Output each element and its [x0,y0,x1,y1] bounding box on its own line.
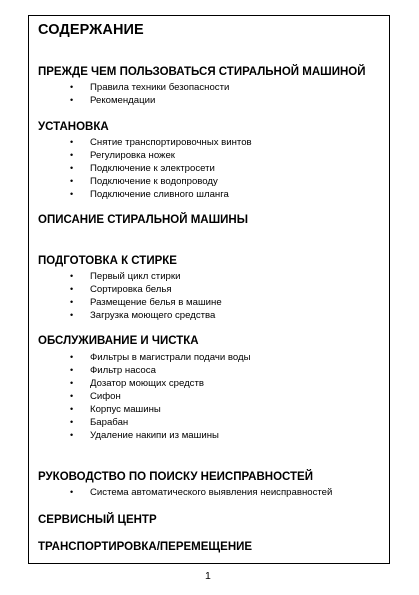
bullet-icon: • [70,176,74,186]
bullet-icon: • [70,391,74,401]
bullet-icon: • [70,352,74,362]
bullet-icon: • [70,163,74,173]
bullet-icon: • [70,82,74,92]
bullet-icon: • [70,404,74,414]
list-item-label: Размещение белья в машине [90,297,222,308]
bullet-icon: • [70,150,74,160]
bullet-icon: • [70,378,74,388]
bullet-icon: • [70,310,74,320]
section-heading-maintenance: ОБСЛУЖИВАНИЕ И ЧИСТКА [38,335,199,347]
list-item-label: Загрузка моющего средства [90,310,216,321]
list-item-label: Сортировка белья [90,284,172,295]
list-item-label: Правила техники безопасности [90,82,230,93]
page-number: 1 [205,570,211,582]
bullet-icon: • [70,487,74,497]
section-heading-installation: УСТАНОВКА [38,121,109,133]
list-item-label: Фильтры в магистрали подачи воды [90,352,251,363]
bullet-icon: • [70,189,74,199]
bullet-icon: • [70,417,74,427]
list-item-label: Фильтр насоса [90,365,156,376]
list-item-label: Дозатор моющих средств [90,378,204,389]
list-item-label: Барабан [90,417,129,428]
bullet-icon: • [70,137,74,147]
bullet-icon: • [70,430,74,440]
section-heading-troubleshooting: РУКОВОДСТВО ПО ПОИСКУ НЕИСПРАВНОСТЕЙ [38,471,313,483]
bullet-icon: • [70,284,74,294]
section-heading-service-center: СЕРВИСНЫЙ ЦЕНТР [38,514,157,526]
list-item-label: Рекомендации [90,95,156,106]
section-heading-transportation: ТРАНСПОРТИРОВКА/ПЕРЕМЕЩЕНИЕ [38,541,253,553]
section-heading-before-use: ПРЕЖДЕ ЧЕМ ПОЛЬЗОВАТЬСЯ СТИРАЛЬНОЙ МАШИНОЙ [38,66,366,78]
list-item-label: Система автоматического выявления неисправностей [90,487,333,498]
list-item-label: Первый цикл стирки [90,271,181,282]
page-title: СОДЕРЖАНИЕ [38,22,144,38]
bullet-icon: • [70,297,74,307]
bullet-icon: • [70,95,74,105]
list-item-label: Сифон [90,391,121,402]
list-item-label: Подключение сливного шланга [90,189,229,200]
bullet-icon: • [70,365,74,375]
list-item-label: Подключение к водопроводу [90,176,218,187]
list-item-label: Подключение к электросети [90,163,215,174]
list-item-label: Корпус машины [90,404,161,415]
list-item-label: Удаление накипи из машины [90,430,219,441]
list-item-label: Снятие транспортировочных винтов [90,137,252,148]
bullet-icon: • [70,271,74,281]
list-item-label: Регулировка ножек [90,150,176,161]
section-heading-description: ОПИСАНИЕ СТИРАЛЬНОЙ МАШИНЫ [38,214,248,226]
section-heading-preparation: ПОДГОТОВКА К СТИРКЕ [38,255,177,267]
